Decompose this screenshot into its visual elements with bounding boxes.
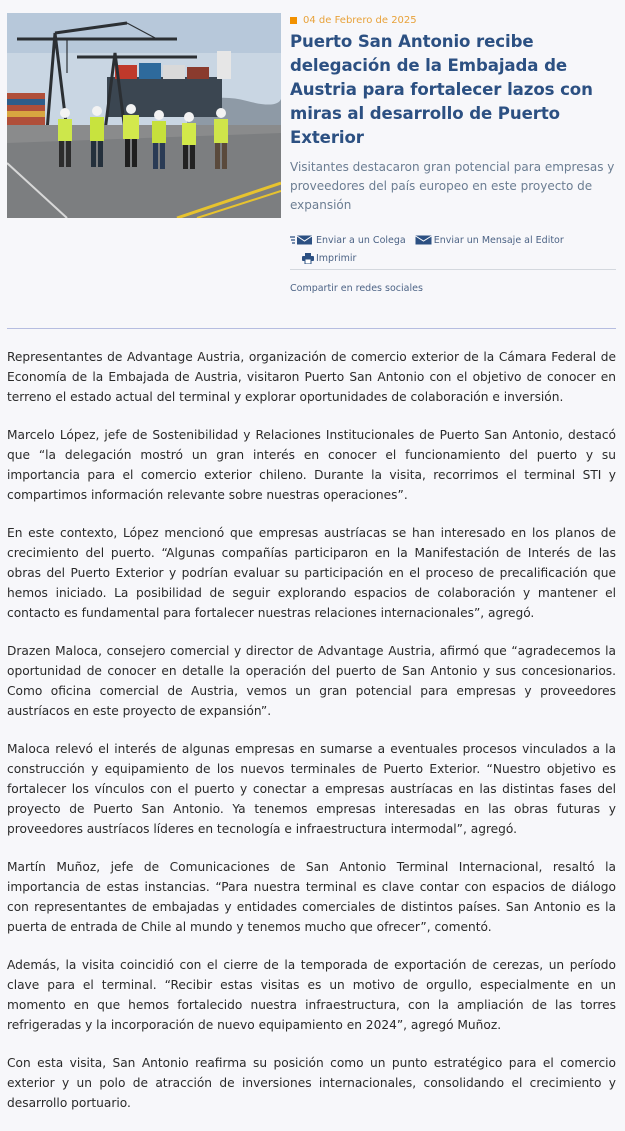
body-paragraph: En este contexto, López mencionó que empresas austríacas se han interesado en los planos de crecimiento del puerto. “Algunas compañías participaron en la Manifestación de Interés de las obras del Puerto Exterior y podrían evaluar su participación en el proceso de precalificación que hemos iniciado. La posibilidad de seguir explorando espacios de colaboración y mantener el contacto es fundamental para fortalecer nuestras relaciones internacionales”, agregó. <box>7 526 616 620</box>
date-row <box>290 12 616 28</box>
printer-icon <box>302 253 314 264</box>
body-paragraph: Con esta visita, San Antonio reafirma su posición como un punto estratégico para el comercio exterior y un polo de atracción de inversiones internacionales, consolidando el crecimiento y desarrollo portuario. <box>7 1056 616 1110</box>
body-paragraph: Maloca relevó el interés de algunas empresas en sumarse a eventuales procesos vinculados a la construcción y equipamiento de los nuevos terminales de Puerto Exterior. “Nuestro objetivo es fortalecer los vínculos con el puerto y conectar a empresas austríacas en las distintas fases del proyecto de Puerto San Antonio. Ya tenemos empresas interesadas en las obras futuras y proveedores austríacos líderes en tecnología e infraestructura intermodal”, agregó. <box>7 742 616 836</box>
article-title: Puerto San Antonio recibe delegación de la Embajada de Austria para fortalecer lazos con miras al desarrollo de Puerto Exterior <box>290 32 593 147</box>
article-actions <box>290 232 616 294</box>
body-paragraph: Marcelo López, jefe de Sostenibilidad y Relaciones Institucionales de Puerto San Antonio, destacó que “la delegación mostró un gran interés en conocer el funcionamiento del puerto y su importancia para el comercio exterior chileno. Durante la visita, recorrimos el terminal STI y compartimos información relevante sobre nuestras operaciones”. <box>7 428 616 502</box>
date-marker-icon <box>290 17 297 24</box>
article-header <box>290 12 616 215</box>
send-editor-button[interactable] <box>415 232 564 248</box>
body-paragraph: Representantes de Advantage Austria, organización de comercio exterior de la Cámara Federal de Economía de la Embajada de Austria, visitaron Puerto San Antonio con el objetivo de conocer en terreno el estado actual del terminal y explorar oportunidades de colaboración e inversión. <box>7 350 616 404</box>
send-colleague-button[interactable] <box>290 232 406 248</box>
send-colleague-label: Enviar a un Colega <box>316 234 406 246</box>
article-body <box>7 347 616 1131</box>
header-divider <box>7 328 616 329</box>
body-paragraph: Martín Muñoz, jefe de Comunicaciones de San Antonio Terminal Internacional, resaltó la importancia de estas instancias. “Para nuestra terminal es clave contar con espacios de diálogo con representantes de embajadas y entidades comerciales de distintos países. San Antonio es la puerta de entrada de Chile al mundo y tenemos mucho que ofrecer”, comentó. <box>7 860 616 934</box>
share-social-link[interactable]: Compartir en redes sociales <box>290 282 423 294</box>
print-label: Imprimir <box>316 252 357 264</box>
body-paragraph: Drazen Maloca, consejero comercial y director de Advantage Austria, afirmó que “agradecemos la oportunidad de conocer en detalle la operación del puerto de San Antonio y sus concesionarios. Como oficina comercial de Austria, vemos un gran potencial para empresas y proveedores austríacos en este proyecto de expansión”. <box>7 644 616 718</box>
email-colleague-icon <box>290 235 314 245</box>
article-date: 04 de Febrero de 2025 <box>303 14 417 26</box>
actions-divider <box>290 269 616 270</box>
article-photo <box>7 13 281 218</box>
send-editor-label: Enviar un Mensaje al Editor <box>433 234 564 246</box>
body-paragraph: Además, la visita coincidió con el cierre de la temporada de exportación de cerezas, un período clave para el terminal. “Recibir estas visitas es un motivo de orgullo, especialmente en un momento en que hemos fortalecido nuestra infraestructura, con la ampliación de las torres refrigeradas y la incorporación de nuevo equipamiento en 2024”, agregó Muñoz. <box>7 958 616 1032</box>
print-button[interactable] <box>302 250 356 266</box>
article-subtitle: Visitantes destacaron gran potencial para empresas y proveedores del país europeo en este proyecto de expansión <box>290 160 615 212</box>
email-editor-icon <box>415 235 432 245</box>
